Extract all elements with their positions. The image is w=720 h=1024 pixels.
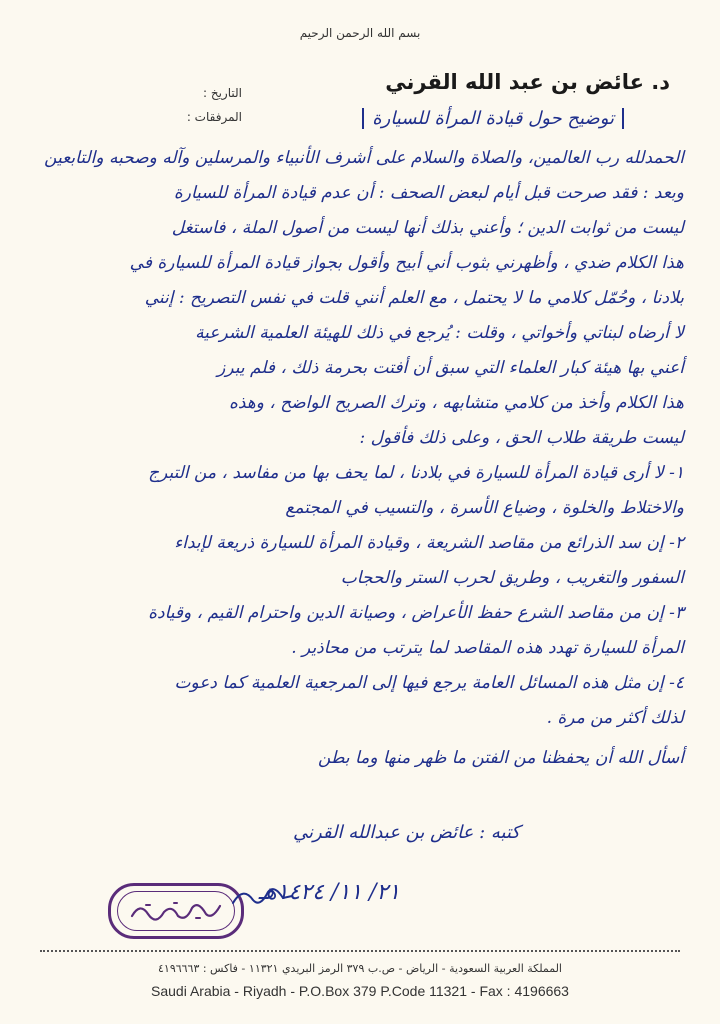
numbered-point: ٣- إن من مقاصد الشرع حفظ الأعراض ، وصيانة الدين واحترام القيم ، وقيادة bbox=[148, 603, 684, 623]
footer-address-english: Saudi Arabia - Riyadh - P.O.Box 379 P.Code 11321 - Fax : 4196663 bbox=[151, 983, 569, 999]
stamp-calligraphy-mark bbox=[126, 896, 226, 926]
handwritten-signature bbox=[228, 878, 298, 918]
body-line: الحمدلله رب العالمين، والصلاة والسلام على أشرف الأنبياء والمرسلين وآله وصحبه والتابعين bbox=[44, 148, 684, 168]
closing-prayer: أسأل الله أن يحفظنا من الفتن ما ظهر منها وما بطن bbox=[318, 748, 684, 768]
body-line: المرأة للسيارة تهدد هذه المقاصد لما يترتب من محاذير . bbox=[291, 638, 684, 658]
letter-title: توضيح حول قيادة المرأة للسيارة bbox=[362, 108, 624, 129]
signature-line: كتبه : عائض بن عبدالله القرني bbox=[292, 822, 520, 843]
numbered-point: ١- لا أرى قيادة المرأة للسيارة في بلادنا ، لما يحف بها من مفاسد ، من التبرج bbox=[148, 463, 684, 483]
body-line: هذا الكلام ضدي ، وأظهرني بثوب أني أبيح وأقول بجواز قيادة المرأة للسيارة في bbox=[129, 253, 684, 273]
numbered-point: ٢- إن سد الذرائع من مقاصد الشريعة ، وقيادة المرأة للسيارة ذريعة لإبداء bbox=[174, 533, 684, 553]
handwritten-date: ٢١/ ١١/ ١٤٢٤هـ bbox=[258, 880, 400, 905]
body-line: السفور والتغريب ، وطريق لحرب الستر والحجاب bbox=[340, 568, 684, 588]
body-line: لا أرضاه لبناتي وأخواتي ، وقلت : يُرجع في ذلك للهيئة العلمية الشرعية bbox=[195, 323, 684, 343]
attachments-field-label: المرفقات : bbox=[186, 110, 242, 124]
numbered-point: ٤- إن مثل هذه المسائل العامة يرجع فيها إلى المرجعية العلمية كما دعوت bbox=[174, 673, 684, 693]
footer-divider bbox=[40, 950, 680, 952]
body-line: بلادنا ، وحُمّل كلامي ما لا يحتمل ، مع العلم أنني قلت في نفس التصريح : إنني bbox=[144, 288, 684, 308]
official-stamp bbox=[108, 883, 244, 939]
body-line: ليست من ثوابت الدين ؛ وأعني بذلك أنها ليست من أصول الملة ، فاستغل bbox=[171, 218, 684, 238]
body-line: ليست طريقة طلاب الحق ، وعلى ذلك فأقول : bbox=[359, 428, 684, 448]
body-line: أعني بها هيئة كبار العلماء التي سبق أن أفتت بحرمة ذلك ، فلم يبرز bbox=[217, 358, 684, 378]
body-line: وبعد : فقد صرحت قبل أيام لبعض الصحف : أن عدم قيادة المرأة للسيارة bbox=[173, 183, 684, 203]
basmala-heading: بسم الله الرحمن الرحيم bbox=[299, 26, 421, 40]
letterhead-name: د. عائض بن عبد الله القرني bbox=[385, 70, 670, 94]
body-line: والاختلاط والخلوة ، وضياع الأسرة ، والتسيب في المجتمع bbox=[285, 498, 684, 518]
body-line: هذا الكلام وأخذ من كلامي متشابهه ، وترك الصريح الواضح ، وهذه bbox=[228, 393, 684, 413]
footer-address-arabic: المملكة العربية السعودية - الرياض - ص.ب ٣٧٩ الرمز البريدي ١١٣٢١ - فاكس : ٤١٩٦٦٦٣ bbox=[158, 962, 562, 975]
date-field-label: التاريخ : bbox=[202, 86, 242, 100]
body-line: لذلك أكثر من مرة . bbox=[546, 708, 684, 728]
